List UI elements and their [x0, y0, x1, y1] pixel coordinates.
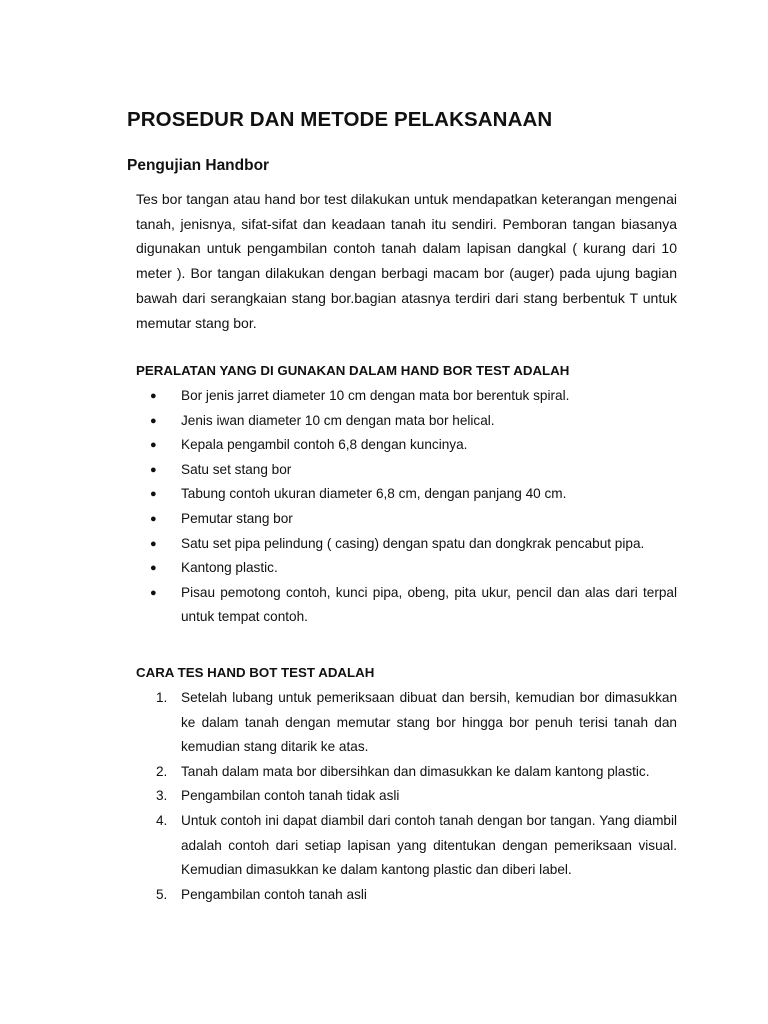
equipment-list-item	[136, 581, 677, 630]
equipment-list-item	[136, 532, 677, 557]
equipment-item-text: Bor jenis jarret diameter 10 cm dengan mata bor berentuk spiral.	[181, 388, 570, 403]
procedure-step	[136, 809, 677, 883]
procedure-step	[136, 686, 677, 760]
bullet-icon: ●	[150, 488, 157, 501]
equipment-list-item	[136, 409, 677, 434]
procedure-list	[136, 686, 677, 907]
step-text: Pengambilan contoh tanah asli	[181, 886, 367, 902]
document-subtitle: Pengujian Handbor	[127, 157, 270, 174]
procedure-step	[136, 784, 677, 809]
step-number: 4.	[156, 812, 168, 828]
bullet-icon: ●	[150, 439, 157, 452]
step-number: 2.	[156, 763, 168, 779]
equipment-list-item	[136, 507, 677, 532]
procedure-step	[136, 883, 677, 908]
equipment-heading: PERALATAN YANG DI GUNAKAN DALAM HAND BOR TEST ADALAH	[136, 363, 570, 378]
bullet-icon: ●	[150, 537, 157, 550]
equipment-item-text: Satu set stang bor	[181, 461, 292, 477]
equipment-list	[136, 384, 677, 630]
step-text: Setelah lubang untuk pemeriksaan dibuat dan bersih, kemudian bor dimasukkan ke dalam tanah dengan memutar stang bor hingga bor penuh terisi tanah dan kemudian stang ditarik ke atas.	[181, 690, 677, 755]
equipment-list-item	[136, 433, 677, 458]
document-title: PROSEDUR DAN METODE PELAKSANAAN	[127, 108, 553, 131]
equipment-item-text: Tabung contoh ukuran diameter 6,8 cm, dengan panjang 40 cm.	[181, 486, 567, 502]
equipment-list-item	[136, 482, 677, 507]
procedure-heading: CARA TES HAND BOT TEST ADALAH	[136, 665, 375, 680]
equipment-item-text: Jenis iwan diameter 10 cm dengan mata bor helical.	[181, 412, 495, 428]
equipment-item-text: Pemutar stang bor	[181, 510, 293, 526]
bullet-icon: ●	[150, 414, 157, 427]
equipment-list-item	[136, 556, 677, 581]
intro-paragraph: Tes bor tangan atau hand bor test dilakukan untuk mendapatkan keterangan mengenai tanah, jenisnya, sifat-sifat dan keadaan tanah itu sendiri. Pemboran tangan biasanya digunakan untuk pengambilan contoh tanah dalam lapisan dangkal ( kurang dari 10 meter ). Bor tangan dilakukan dengan berbagi macam bor (auger) pada ujung bagian bawah dari serangkaian stang bor.bagian atasnya terdiri dari stang berbentuk T untuk memutar stang bor.	[136, 191, 677, 331]
equipment-item-text: Satu set pipa pelindung ( casing) dengan spatu dan dongkrak pencabut pipa.	[181, 535, 645, 551]
procedure-step	[136, 760, 677, 785]
step-text: Tanah dalam mata bor dibersihkan dan dimasukkan ke dalam kantong plastic.	[181, 763, 650, 779]
equipment-item-text: Kepala pengambil contoh 6,8 dengan kuncinya.	[181, 437, 468, 453]
bullet-icon: ●	[150, 562, 157, 575]
step-number: 5.	[156, 886, 168, 902]
step-number: 3.	[156, 788, 168, 804]
equipment-list-item	[136, 384, 677, 409]
equipment-item-text: Pisau pemotong contoh, kunci pipa, obeng, pita ukur, pencil dan alas dari terpal untuk tempat contoh.	[181, 584, 677, 625]
equipment-list-item	[136, 458, 677, 483]
bullet-icon: ●	[150, 512, 157, 525]
bullet-icon: ●	[150, 586, 157, 599]
step-number: 1.	[156, 690, 168, 705]
equipment-item-text: Kantong plastic.	[181, 560, 278, 576]
step-text: Untuk contoh ini dapat diambil dari contoh tanah dengan bor tangan. Yang diambil adalah contoh dari setiap lapisan yang ditentukan dengan pemeriksaan visual. Kemudian dimasukkan ke dalam kantong plastic dan diberi label.	[181, 812, 677, 878]
bullet-icon: ●	[150, 463, 157, 476]
step-text: Pengambilan contoh tanah tidak asli	[181, 788, 400, 804]
bullet-icon: ●	[150, 390, 157, 402]
